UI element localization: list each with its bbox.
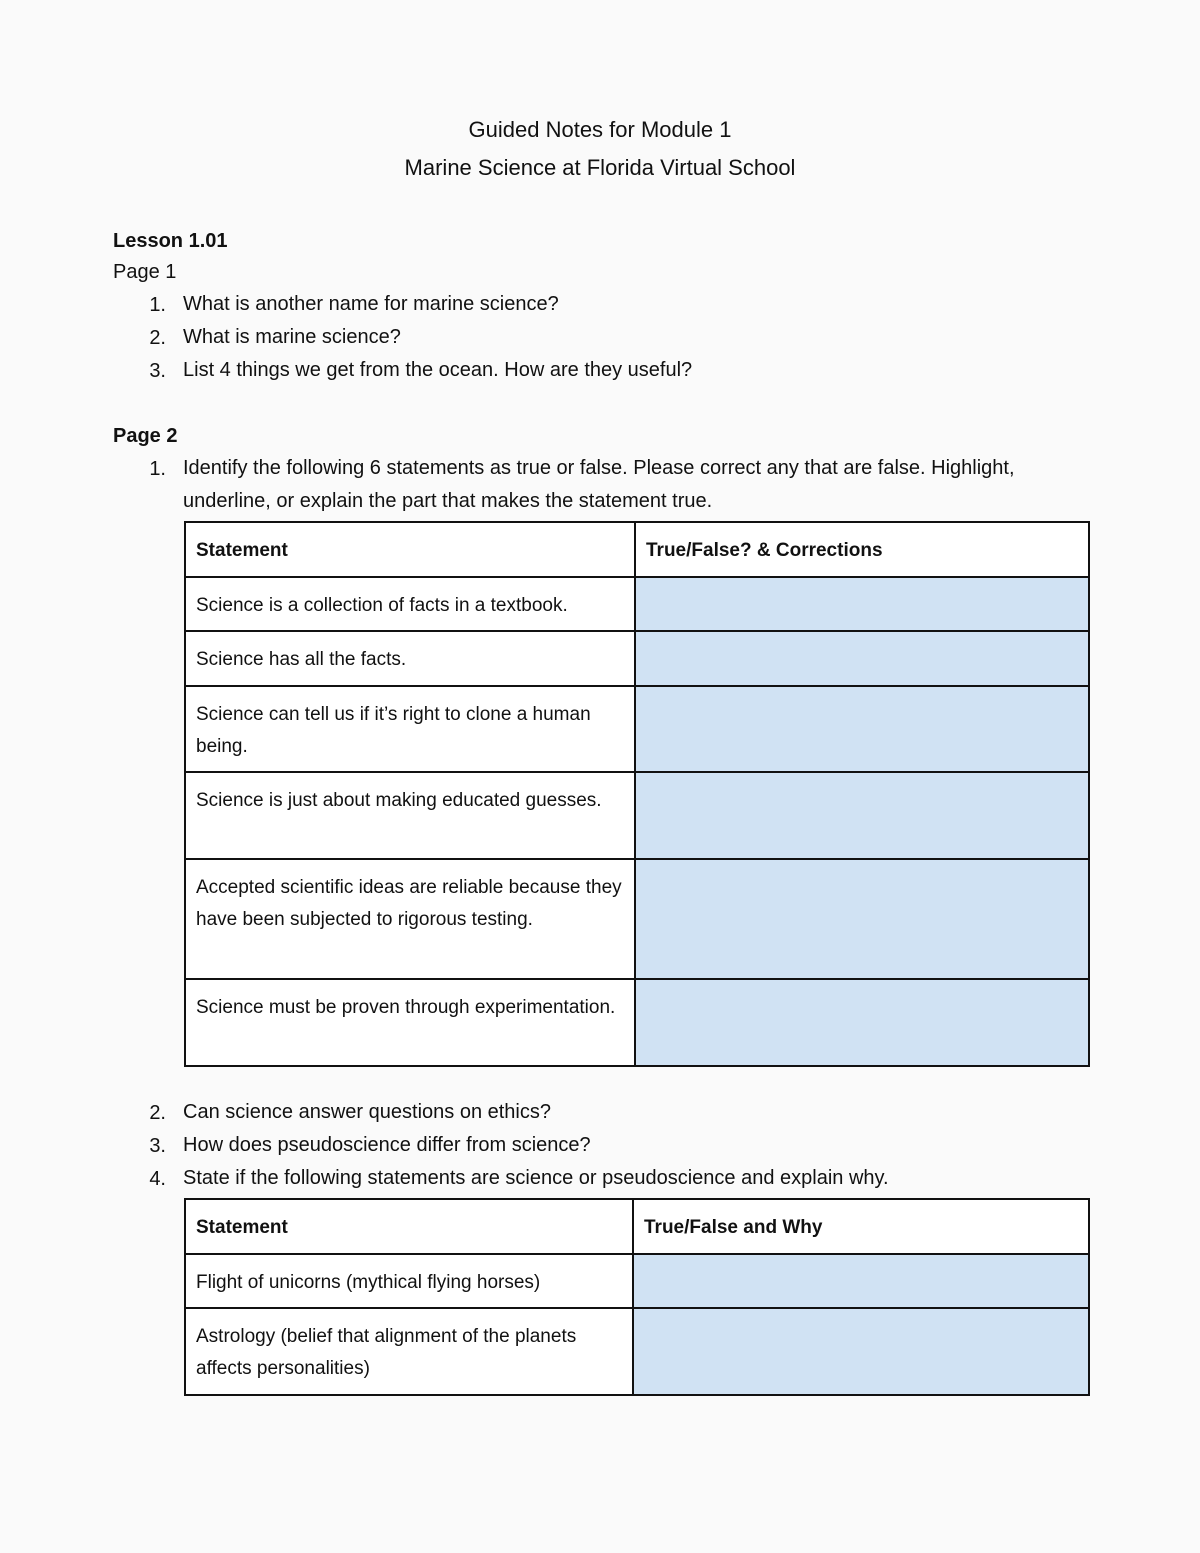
- statement-cell: Science is just about making educated guesses.: [185, 772, 635, 859]
- statement-cell: Science must be proven through experimentation.: [185, 979, 635, 1066]
- question-text: How does pseudoscience differ from science?: [183, 1134, 591, 1156]
- statement-cell: Science is a collection of facts in a textbook.: [185, 577, 635, 631]
- answer-cell[interactable]: [635, 686, 1089, 772]
- question-number: 1.: [149, 294, 166, 316]
- answer-cell[interactable]: [633, 1254, 1089, 1308]
- question-text: What is marine science?: [183, 326, 401, 348]
- statement-cell: Flight of unicorns (mythical flying horses): [185, 1254, 633, 1308]
- question-number: 2.: [149, 1102, 166, 1124]
- column-header-corrections: True/False? & Corrections: [635, 522, 1089, 577]
- column-header-statement: Statement: [185, 1199, 633, 1254]
- question-number: 4.: [149, 1168, 166, 1190]
- science-pseudoscience-table: [184, 1198, 1090, 1396]
- statement-cell: Astrology (belief that alignment of the planets affects personalities): [185, 1308, 633, 1395]
- answer-cell[interactable]: [635, 979, 1089, 1066]
- statement-cell: Accepted scientific ideas are reliable because they have been subjected to rigorous testing.: [185, 859, 635, 979]
- answer-cell[interactable]: [635, 772, 1089, 859]
- statement-cell: Science has all the facts.: [185, 631, 635, 686]
- column-header-why: True/False and Why: [633, 1199, 1089, 1254]
- answer-cell[interactable]: [635, 859, 1089, 979]
- page2-label: Page 2: [113, 425, 178, 447]
- question-number: 3.: [149, 360, 166, 382]
- document-title: Guided Notes for Module 1: [468, 117, 732, 142]
- question-text: Identify the following 6 statements as true or false. Please correct any that are false. Highlight, underline, or explain the part that makes the statement true.: [183, 457, 1015, 512]
- answer-cell[interactable]: [633, 1308, 1089, 1395]
- document-subtitle: Marine Science at Florida Virtual School: [404, 155, 796, 180]
- question-text: Can science answer questions on ethics?: [183, 1101, 551, 1123]
- question-text: What is another name for marine science?: [183, 293, 559, 315]
- answer-cell[interactable]: [635, 631, 1089, 686]
- true-false-table: [184, 521, 1090, 1067]
- question-number: 1.: [149, 458, 166, 480]
- question-text: State if the following statements are science or pseudoscience and explain why.: [183, 1167, 889, 1189]
- column-header-statement: Statement: [185, 522, 635, 577]
- lesson-heading: Lesson 1.01: [113, 230, 228, 252]
- page1-label: Page 1: [113, 261, 177, 283]
- statement-cell: Science can tell us if it’s right to clone a human being.: [185, 686, 635, 772]
- question-text: List 4 things we get from the ocean. How are they useful?: [183, 359, 693, 381]
- question-number: 3.: [149, 1135, 166, 1157]
- answer-cell[interactable]: [635, 577, 1089, 631]
- question-number: 2.: [149, 327, 166, 349]
